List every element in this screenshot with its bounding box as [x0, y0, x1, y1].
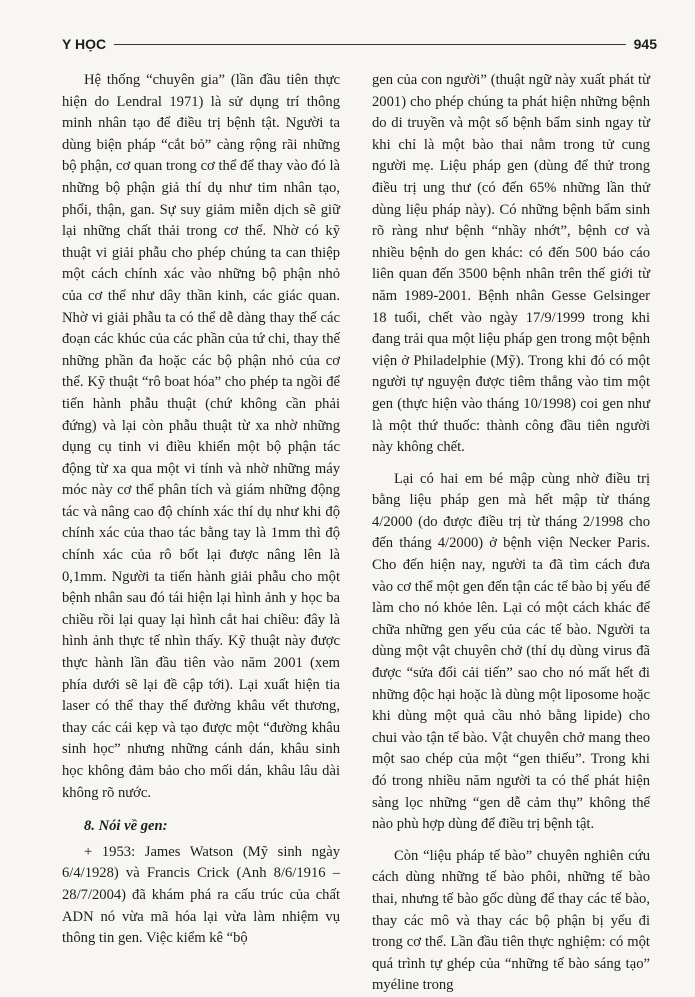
paragraph-expert-systems: Hệ thống “chuyên gia” (lần đầu tiên thực hiện do Lendral 1971) là sử dụng trí thông minh nhân tạo để điều trị bệnh tật. Người ta dùng biện pháp “cắt bỏ” càng rộng rãi những bộ phận, cơ quan trong cơ thể để thay vào đó là những bộ phận giả thí dụ như tim nhân tạo, phổi, thận, gan. Sự suy giảm miễn dịch sẽ giữ lại những chất thải trong cơ thể. Nhờ có kỹ thuật vi giải phẫu cho phép chúng ta can thiệp một cách chính xác vào những bộ phận nhỏ của cơ thể như dây thần kinh, các giác quan. Nhờ vi giải phẫu ta có thể dễ dàng thay thế các đoạn các khúc của các phần của tứ chi, thay thế những phần đa hoặc các bộ phận nhỏ của cơ thể. Kỹ thuật “rô boat hóa” cho phép ta ngồi để tiến hành phẫu thuật (chứ không cần phải đứng) và lại còn phẫu thuật từ xa nhờ những dụng cụ tinh vi điều khiển một bộ phận tác động từ xa qua một vi tính và nhờ những máy móc này cơ thể phân tích và giám những động tác và nâng cao độ chính xác thí dụ như khi độ chính xác của thao tác bằng tay là 1mm thì độ chính xác của rô bốt lại được nâng lên là 0,1mm. Người ta tiến hành giải phẫu cho một bệnh nhân sau đó tái hiện lại hình ảnh y học ba chiều rồi lại quay lại hình cắt hai chiều: đây là hình ảnh thực tế nhìn thấy. Kỹ thuật này được thực hành lần đầu tiên vào năm 2001 (xem phía dưới sẽ lại đề cập tới). Lại xuất hiện tia laser có thể thay thế đường khâu vết thương, thay các cái kẹp và tạo được một “đường khâu sinh học” nhưng những cánh dán, khâu sinh học không đảm bảo cho mối dán, khâu lâu dài không rõ nước. [62, 72, 340, 801]
paragraph-gene-carriers: Lại có hai em bé mập cùng nhờ điều trị bằng liệu pháp gen mà hết mập từ tháng 4/2000 (do được điều trị từ tháng 2/1998 cho đến tháng 4/2000) ở bệnh viện Necker Paris. Cho đến hiện nay, người ta đã tìm cách đưa vào cơ thể một gen đến tận các tế bào bị yếu để làm cho nó khỏe lên. Lại có một cách khác để chữa những gen yếu của các tế bào. Người ta dùng một vật chuyên chở (thí dụ dùng virus đã được “sửa đổi cải tiến” sao cho nó mất hết đi những độc hại hoặc là dùng một liposome hoặc khi dùng một quả cầu nhỏ bằng lipide) cho chui vào tận tế bào. Vật chuyên chở mang theo một sao chép của một “gen thiếu”. Trong khi đó trong nhiều năm người ta có thể phát hiện sàng lọc những “gen dễ cảm thụ” không thể nào phù hợp dùng để điều trị bệnh tật. [372, 470, 650, 833]
paragraph-cell-therapy: Còn “liệu pháp tế bào” chuyên nghiên cứu cách dùng những tế bào phôi, những tế bào thai, nhưng tế bào gốc dùng để thay các tế bào, thay các mô và thay các bộ phận bị yếu đi trong cơ thể. Lần đầu tiên thực nghiệm: có một quá trình tự ghép của “những tế bào sáng tạo” myéline trong [372, 847, 650, 994]
paragraph-dna-discovery: + 1953: James Watson (Mỹ sinh ngày 6/4/1928) và Francis Crick (Anh 8/6/1916 – 28/7/2004) đã khám phá ra cấu trúc của chất ADN nó vừa mã hóa lại vừa làm nhiệm vụ thông tin gen. Việc kiểm kê “bộ [62, 843, 340, 947]
paragraph-gene-therapy: gen của con người” (thuật ngữ này xuất phát từ 2001) cho phép chúng ta phát hiện những bệnh do di truyền và một số bệnh bẩm sinh ngay từ khi chỉ là một bào thai nằm trong tử cung người mẹ. Liệu pháp gen (dùng để thử trong điều trị ung thư (có đến 65% những lần thử dùng liệu pháp này). Có những bệnh bẩm sinh rõ ràng như bệnh “nhầy nhớt”, bệnh cơ và nhiều bệnh do gen khác: có đến 500 báo cáo liên quan đến 3500 bệnh nhân trên thế giới từ năm 1989-2001. Bệnh nhân Gesse Gelsinger 18 tuổi, chết vào ngày 17/9/1999 trong khi đang trải qua một liệu pháp gen trong một bệnh viện ở Philadelphie (Mỹ). Trong khi đó có một người tự nguyện được tiêm thẳng vào tim một gen (thực hiện vào tháng 10/1998) coi gen như là một thứ thuốc: thành công đầu tiên người này không chết. [372, 72, 650, 456]
left-column [62, 70, 340, 950]
running-header [62, 32, 657, 56]
right-column [372, 70, 650, 997]
chapter-title: Y HỌC [62, 36, 107, 52]
header-rule [114, 44, 626, 45]
page-number: 945 [633, 36, 657, 52]
section-heading-genes: 8. Nói về gen: [84, 818, 168, 835]
